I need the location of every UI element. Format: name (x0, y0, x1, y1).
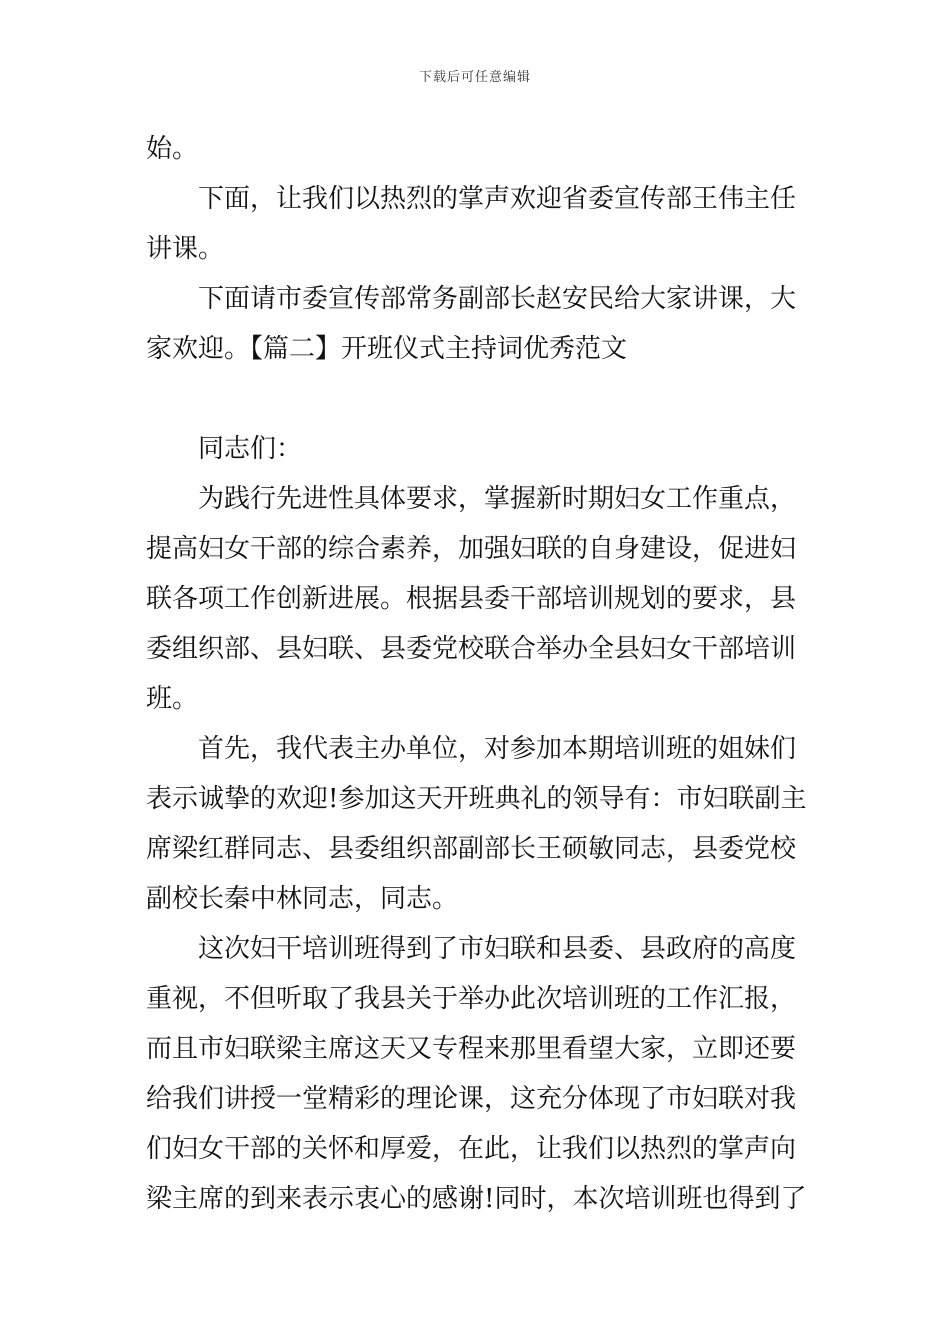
document-body (146, 124, 810, 1224)
text-line: 始。 (146, 134, 199, 164)
text-line: 委组织部、县妇联、县委党校联合举办全县妇女干部培训 (146, 634, 797, 664)
text-line: 班。 (146, 684, 199, 714)
text-line: 席梁红群同志、县委组织部副部长王硕敏同志，县委党校 (146, 834, 797, 864)
text-line: 首先，我代表主办单位，对参加本期培训班的姐妹们 (198, 734, 797, 764)
text-line: 同志们： (198, 434, 303, 464)
blank-line (146, 374, 810, 424)
text-line: 而且市妇联梁主席这天又专程来那里看望大家，立即还要 (146, 1034, 797, 1064)
text-line: 重视，不但听取了我县关于举办此次培训班的工作汇报， (146, 984, 797, 1014)
text-line: 下面，让我们以热烈的掌声欢迎省委宣传部王伟主任 (198, 184, 797, 214)
text-line: 表示诚挚的欢迎!参加这天开班典礼的领导有：市妇联副主 (146, 784, 807, 814)
text-line: 们妇女干部的关怀和厚爱，在此，让我们以热烈的掌声向 (146, 1134, 797, 1164)
text-line: 提高妇女干部的综合素养，加强妇联的自身建设，促进妇 (146, 534, 797, 564)
text-line: 联各项工作创新进展。根据县委干部培训规划的要求，县 (146, 584, 797, 614)
text-line: 讲课。 (146, 234, 225, 264)
text-line: 下面请市委宣传部常务副部长赵安民给大家讲课，大 (198, 284, 797, 314)
text-line: 给我们讲授一堂精彩的理论课，这充分体现了市妇联对我 (146, 1084, 797, 1114)
text-line: 家欢迎。【篇二】开班仪式主持词优秀范文 (146, 334, 628, 364)
text-line: 这次妇干培训班得到了市妇联和县委、县政府的高度 (198, 934, 797, 964)
text-line: 梁主席的到来表示衷心的感谢!同时，本次培训班也得到了 (146, 1184, 807, 1214)
page-header: 下载后可任意编辑 (418, 70, 531, 85)
text-line: 副校长秦中林同志，同志。 (146, 884, 459, 914)
text-line: 为践行先进性具体要求，掌握新时期妇女工作重点， (198, 484, 797, 514)
